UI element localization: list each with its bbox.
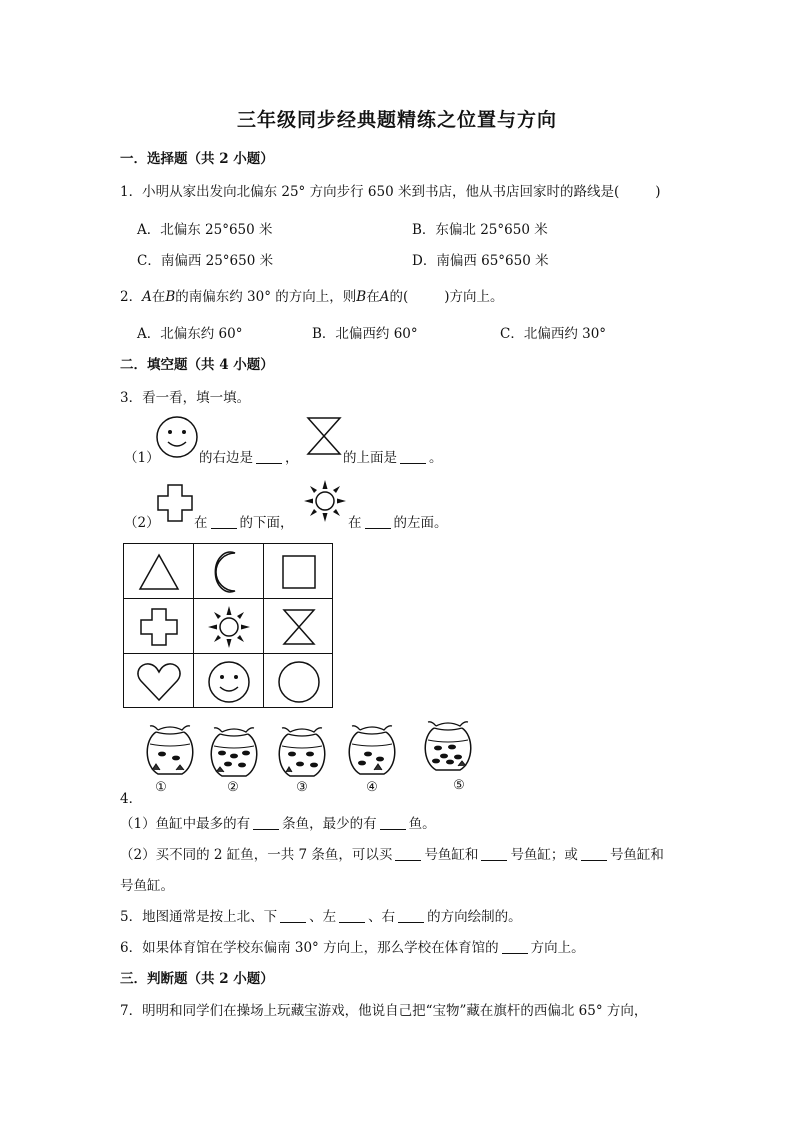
point-b-label: B bbox=[165, 289, 176, 305]
crescent-moon-icon bbox=[209, 550, 249, 594]
question-text: 5．地图通常是按上北、下 bbox=[120, 909, 278, 925]
section-judge-heading: 三．判断题（共 2 小题） bbox=[120, 971, 274, 987]
point-a-label: A bbox=[379, 289, 390, 305]
heart-icon bbox=[136, 661, 182, 703]
answer-blank[interactable] bbox=[280, 908, 306, 923]
question-1-text: 1．小明从家出发向北偏东 25° 方向步行 650 米到书店，他从书店回家时的路线是( bbox=[120, 184, 620, 200]
fish-bowl-icon bbox=[206, 724, 262, 780]
point-b-label: B bbox=[356, 289, 367, 305]
bowl-label: ④ bbox=[366, 780, 378, 795]
fish-bowl-icon bbox=[274, 724, 330, 780]
above-label: 的上面是 bbox=[343, 450, 397, 466]
question-1-option-b[interactable]: B．东偏北 25°650 米 bbox=[412, 222, 548, 238]
question-text: 、右 bbox=[368, 909, 396, 925]
answer-blank[interactable] bbox=[256, 449, 282, 464]
question-2-text: 的南偏东约 30° 的方向上，则 bbox=[175, 289, 357, 305]
triangle-icon bbox=[137, 552, 181, 592]
question-3-part-1-text bbox=[199, 446, 299, 466]
question-text: 方向上。 bbox=[530, 940, 585, 956]
question-1-option-c[interactable]: C．南偏西 25°650 米 bbox=[137, 253, 274, 269]
period: 。 bbox=[429, 450, 443, 466]
question-2-stem bbox=[120, 285, 504, 305]
grid-cell bbox=[124, 544, 194, 599]
question-text: （2）买不同的 2 缸鱼，一共 7 条鱼，可以买 bbox=[120, 847, 393, 863]
question-text: 、左 bbox=[309, 909, 337, 925]
answer-blank[interactable] bbox=[211, 514, 237, 529]
hourglass-icon bbox=[280, 607, 318, 647]
question-3-part-2-number: （2） bbox=[124, 515, 160, 531]
question-text: 的方向绘制的。 bbox=[427, 909, 522, 925]
question-3-part-1-number: （1） bbox=[124, 450, 160, 466]
question-text: 条鱼，最少的有 bbox=[282, 816, 377, 832]
answer-blank[interactable] bbox=[380, 815, 406, 830]
question-2-number: 2． bbox=[120, 289, 143, 305]
answer-blank[interactable] bbox=[339, 908, 365, 923]
question-text: 6．如果体育馆在学校东偏南 30° 方向上，那么学校在体育馆的 bbox=[120, 940, 499, 956]
hourglass-icon bbox=[305, 416, 343, 456]
question-4-part-1 bbox=[120, 812, 436, 832]
question-3-part-2-text bbox=[194, 511, 294, 531]
at-label: 在 bbox=[194, 515, 208, 531]
question-2-text: 的( bbox=[389, 289, 409, 305]
bowl-label: ② bbox=[227, 780, 239, 795]
square-icon bbox=[280, 553, 318, 591]
question-7: 7．明明和同学们在操场上玩藏宝游戏，他说自己把“宝物”藏在旗杆的西偏北 65° 方向， bbox=[120, 1003, 648, 1019]
point-a-label: A bbox=[142, 289, 152, 305]
grid-cell bbox=[124, 654, 194, 709]
question-6 bbox=[120, 936, 585, 956]
question-3-part-2-text-2 bbox=[348, 511, 448, 531]
fish-bowl-icon bbox=[420, 718, 476, 774]
left-of-label: 的左面。 bbox=[393, 515, 448, 531]
question-4-part-2 bbox=[120, 843, 664, 863]
comma: ， bbox=[285, 450, 299, 466]
sun-icon bbox=[303, 479, 347, 523]
question-2-option-b[interactable]: B．北偏西约 60° bbox=[312, 326, 418, 342]
question-3-stem: 3．看一看，填一填。 bbox=[120, 390, 251, 406]
page-title: 三年级同步经典题精练之位置与方向 bbox=[236, 109, 557, 131]
answer-blank[interactable] bbox=[398, 908, 424, 923]
question-4-part-2-cont: 号鱼缸。 bbox=[120, 878, 174, 894]
question-text: 号鱼缸；或 bbox=[510, 847, 578, 863]
at-label: 在 bbox=[348, 515, 362, 531]
answer-blank[interactable] bbox=[481, 846, 507, 861]
right-of-label: 的右边是 bbox=[199, 450, 253, 466]
question-text: 鱼。 bbox=[408, 816, 436, 832]
question-1-stem bbox=[120, 180, 661, 200]
question-5 bbox=[120, 905, 522, 925]
cross-shape-icon bbox=[139, 606, 179, 648]
shape-grid bbox=[123, 543, 333, 708]
question-2-text: 在 bbox=[366, 289, 380, 305]
question-text: 号鱼缸和 bbox=[424, 847, 479, 863]
answer-blank[interactable] bbox=[400, 449, 426, 464]
circle-icon bbox=[277, 660, 321, 704]
section-fill-heading: 二．填空题（共 4 小题） bbox=[120, 357, 274, 373]
question-1-option-a[interactable]: A．北偏东 25°650 米 bbox=[137, 222, 273, 238]
question-2-option-a[interactable]: A．北偏东约 60° bbox=[137, 326, 243, 342]
grid-cell bbox=[194, 654, 264, 709]
fish-bowl-icon bbox=[142, 722, 198, 778]
bowl-label: ③ bbox=[296, 780, 308, 795]
answer-blank[interactable] bbox=[502, 939, 528, 954]
grid-cell bbox=[194, 544, 264, 599]
bowl-label: ① bbox=[155, 780, 167, 795]
question-2-text: )方向上。 bbox=[444, 289, 504, 305]
grid-cell bbox=[264, 599, 334, 654]
question-1-close: ) bbox=[655, 184, 661, 200]
section-choice-heading: 一．选择题（共 2 小题） bbox=[120, 151, 274, 167]
cross-shape-icon bbox=[156, 483, 194, 523]
question-4-number: 4． bbox=[120, 791, 143, 807]
question-text: （1）鱼缸中最多的有 bbox=[120, 816, 251, 832]
grid-cell bbox=[124, 599, 194, 654]
question-3-part-1-text-2 bbox=[343, 446, 443, 466]
answer-blank[interactable] bbox=[253, 815, 279, 830]
sun-icon bbox=[207, 605, 251, 649]
smiley-face-icon bbox=[207, 660, 251, 704]
answer-blank[interactable] bbox=[395, 846, 421, 861]
grid-cell bbox=[264, 654, 334, 709]
question-2-text: 在 bbox=[151, 289, 166, 305]
bowl-label: ⑤ bbox=[453, 778, 465, 793]
answer-blank[interactable] bbox=[365, 514, 391, 529]
grid-cell bbox=[194, 599, 264, 654]
fish-bowl-icon bbox=[344, 722, 400, 778]
smiley-face-icon bbox=[155, 415, 199, 459]
answer-blank[interactable] bbox=[581, 846, 607, 861]
question-1-option-d[interactable]: D．南偏西 65°650 米 bbox=[412, 253, 549, 269]
below-label: 的下面， bbox=[239, 515, 294, 531]
grid-cell bbox=[264, 544, 334, 599]
question-2-option-c[interactable]: C．北偏西约 30° bbox=[500, 326, 607, 342]
question-text: 号鱼缸和 bbox=[609, 847, 664, 863]
